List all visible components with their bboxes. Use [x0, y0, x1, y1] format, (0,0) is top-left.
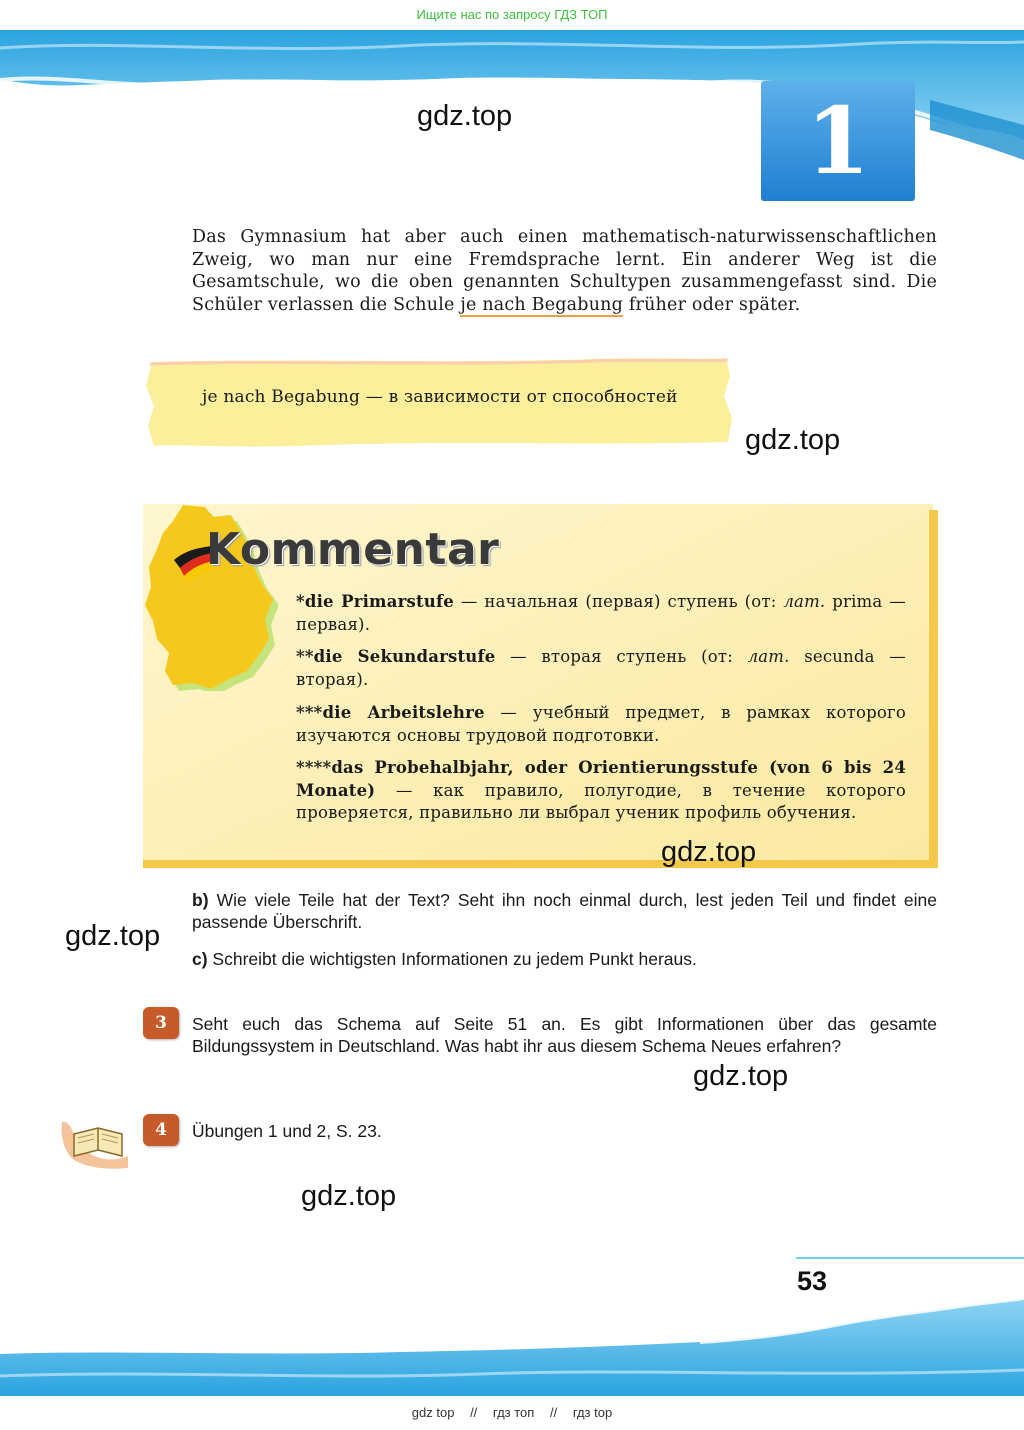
page-number: 53 — [797, 1266, 828, 1296]
watermark: gdz.top — [745, 424, 841, 456]
page-number-rule — [796, 1257, 1024, 1259]
paragraph-text: Das Gymnasium hat aber auch einen mathematisch-naturwissenschaftlichen Zweig, wo man nur eine Fremdsprache lernt. Ein anderer Weg ist die Gesamtschule, wo die oben genannten Schultypen zusammengefasst sind. Die Schüler verlassen die Schule — [192, 227, 937, 315]
vocab-dash: — — [360, 387, 389, 407]
vocab-term: je nach Begabung — [202, 387, 361, 407]
entry-text: — начальная (первая) ступень (от: — [454, 592, 784, 611]
entry-abbr: лат. — [747, 647, 790, 666]
footer-link[interactable]: гдз top — [572, 1405, 613, 1420]
footer-links — [0, 1405, 1024, 1420]
watermark: gdz.top — [65, 920, 161, 952]
task-c — [192, 948, 937, 970]
bottom-banner — [0, 1292, 1024, 1396]
task-text: Schreibt die wichtigsten Informationen zu jedem Punkt heraus. — [207, 949, 697, 969]
vocab-translation: в зависимости от способностей — [388, 387, 678, 407]
task-number-badge: 4 — [143, 1114, 179, 1146]
kommentar-title: Kommentar — [206, 524, 500, 575]
open-book-hand-icon — [58, 1112, 132, 1170]
paragraph-text-end: früher oder später. — [623, 294, 801, 315]
entry-text: — как правило, полугодие, в течение которого проверяется, правильно ли выбрал ученик профиль обучения. — [296, 780, 906, 822]
kommentar-entry — [296, 646, 906, 691]
chapter-number: 1 — [761, 81, 915, 201]
footer-link[interactable]: гдз топ — [492, 1405, 535, 1420]
entry-text: — вторая ступень (от: — [495, 647, 748, 666]
kommentar-entry — [296, 757, 906, 825]
entry-rest: secunda — вторая). — [296, 647, 906, 689]
entry-term: **die Sekundarstufe — [296, 647, 496, 666]
footer-separator: // — [470, 1405, 478, 1420]
entry-abbr: лат. — [783, 592, 826, 611]
watermark: gdz.top — [661, 836, 757, 868]
task-label: b) — [192, 890, 209, 910]
watermark: gdz.top — [301, 1180, 397, 1212]
entry-term: *die Primarstufe — [296, 592, 454, 611]
highlighted-phrase: je nach Begabung — [460, 294, 624, 315]
task-b — [192, 889, 937, 933]
text-paragraph — [192, 226, 937, 316]
entry-rest: prima — первая). — [296, 592, 906, 634]
watermark: gdz.top — [693, 1060, 789, 1092]
kommentar-entry — [296, 591, 906, 636]
vocab-note — [202, 387, 678, 407]
watermark: gdz.top — [417, 100, 513, 132]
footer-separator: // — [549, 1405, 558, 1420]
entry-term: ****das Probehalbjahr, oder Orientierungsstufe (von 6 bis 24 Monate) — [296, 758, 906, 800]
task-3: Seht euch das Schema auf Seite 51 an. Es gibt Informationen über das gesamte Bildungssystem in Deutschland. Was habt ihr aus diesem Schema Neues erfahren? — [192, 1014, 937, 1056]
task-4: Übungen 1 und 2, S. 23. — [192, 1121, 382, 1141]
entry-term: ***die Arbeitslehre — [296, 703, 485, 722]
entry-text: — учебный предмет, в рамках которого изучаются основы трудовой подготовки. — [296, 703, 906, 745]
footer-link[interactable]: gdz top — [411, 1405, 455, 1420]
task-text: Wie viele Teile hat der Text? Seht ihn noch einmal durch, lest jeden Teil und findet eine passende Überschrift. — [192, 890, 937, 932]
task-label: c) — [192, 949, 208, 969]
task-number-badge: 3 — [143, 1007, 179, 1039]
kommentar-entry — [296, 702, 906, 747]
header-note: Ищите нас по запросу ГДЗ ТОП — [416, 7, 608, 22]
